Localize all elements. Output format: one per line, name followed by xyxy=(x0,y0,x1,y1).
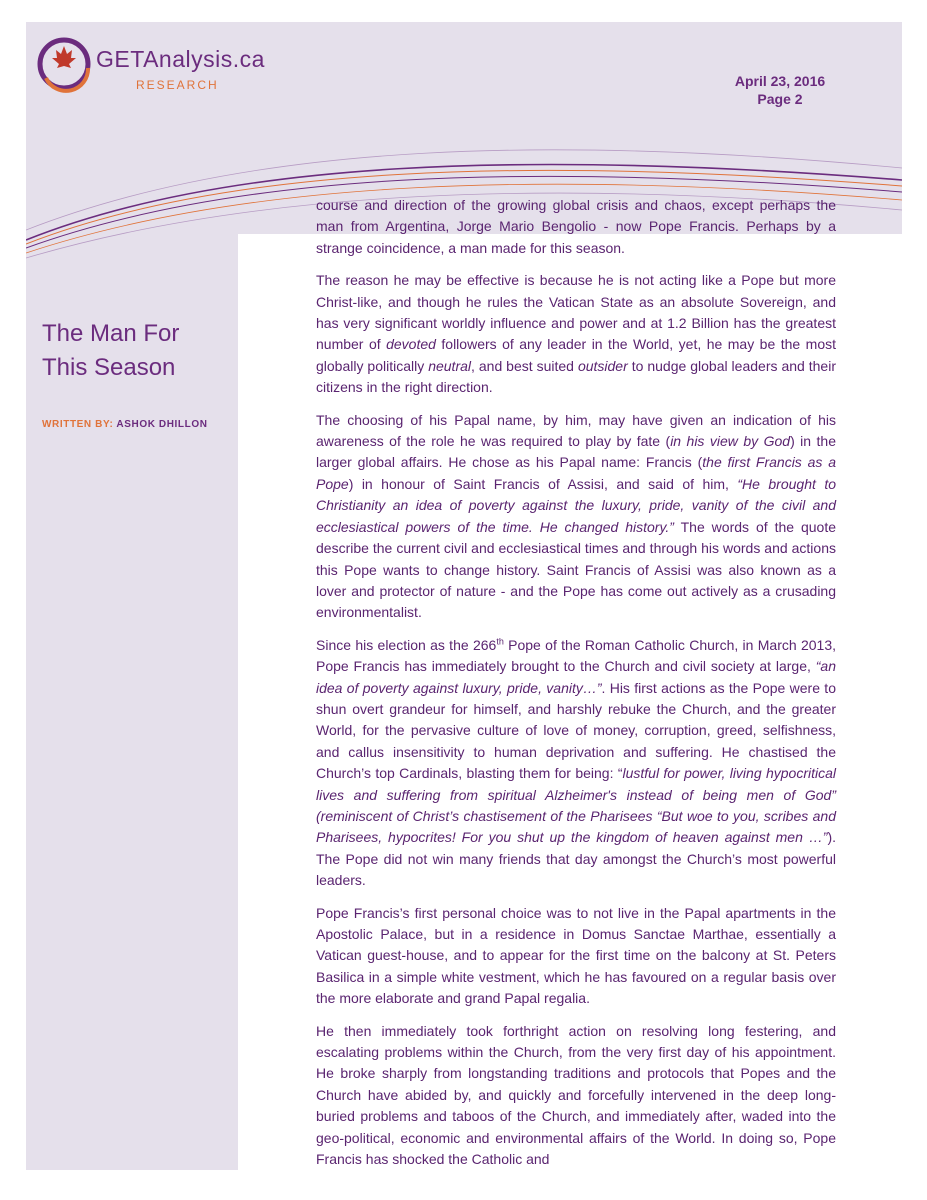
paragraph-1: course and direction of the growing global crisis and chaos, except perhaps the man from Argentina, Jorge Mario Bengolio - now Pope Francis. Perhaps by a strange coincidence, a man made for this season. xyxy=(316,197,836,256)
publication-date: April 23, 2016 xyxy=(734,73,826,89)
paragraph-5: Pope Francis’s first personal choice was to not live in the Papal apartments in the Apostolic Palace, but in a residence in Domus Sanctae Marthae, essentially a Vatican guest-house, and to appear for the first time on the balcony at St. Peters Basilica in a simple white vestment, which he has favoured on a regular basis over the more elaborate and grand Papal regalia. xyxy=(316,904,836,1007)
paragraph-2: The reason he may be effective is because he is not acting like a Pope but more Christ-like, and though he rules the Vatican State as an absolute Sovereign, and has very significant worldly influence and power and at 1.2 Billion has the greatest number of devoted followers of any leader in the World, yet, he may be the most globally politically neutral, and best suited outsider to nudge global leaders and their citizens in the right direction. xyxy=(316,272,836,396)
paragraph-3: The choosing of his Papal name, by him, may have given an indication of his awareness of the role he was required to play by fate (in his view by God) in the larger global affairs. He chose as his Papal name: Francis (the first Francis as a Pope) in honour of Saint Francis of Assisi, and said of him, “He brought to Christianity an idea of poverty against the luxury, pride, vanity of the civil and ecclesiastical powers of the time. He changed history.” The words of the quote describe the current civil and ecclesiastical times and through his words and actions this Pope wants to change history. Saint Francis of Assisi was also known as a lover and protector of nature - and the Pope has come out actively as a crusading environmentalist. xyxy=(316,411,837,621)
byline-label: WRITTEN BY: xyxy=(42,419,114,430)
date-block xyxy=(700,72,860,108)
article-title-line-2: This Season xyxy=(42,354,176,381)
page-number: Page 2 xyxy=(757,91,803,107)
article-body xyxy=(316,195,836,1181)
article-title xyxy=(42,317,179,385)
logo-wordmark: GETAnalysis.ca xyxy=(96,46,265,72)
paragraph-4: Since his election as the 266th Pope of the Roman Catholic Church, in March 2013, Pope Francis has immediately brought to the Church and civil society at large, “an idea of poverty against luxury, pride, vanity…”. His first actions as the Pope were to shun overt grandeur for himself, and harshly rebuke the Church, and the greater World, for the pervasive culture of love of money, corruption, greed, selfishness, and callus insensitivity to human deprivation and suffering. He chastised the Church’s top Cardinals, blasting them for being: “lustful for power, living hypocritical lives and suffering from spiritual Alzheimer's instead of being men of God” (reminiscent of Christ’s chastisement of the Pharisees “But woe to you, scribes and Pharisees, hypocrites! For you shut up the kingdom of heaven against men …”). The Pope did not win many friends that day amongst the Church’s most powerful leaders. xyxy=(316,636,836,889)
paragraph-6: He then immediately took forthright action on resolving long festering, and escalating problems within the Church, from the very first day of his appointment. He broke sharply from longstanding traditions and protocols that Popes and the Church have abided by, and quickly and forcefully intervened in the deep long-buried problems and taboos of the Church, and immediately after, waded into the geo-political, economic and environmental affairs of the World. In doing so, Pope Francis has shocked the Catholic and xyxy=(316,1022,836,1168)
logo-subtitle: RESEARCH xyxy=(136,78,219,92)
byline-author: ASHOK DHILLON xyxy=(116,419,208,430)
article-title-line-1: The Man For xyxy=(42,320,180,347)
byline xyxy=(42,419,208,430)
